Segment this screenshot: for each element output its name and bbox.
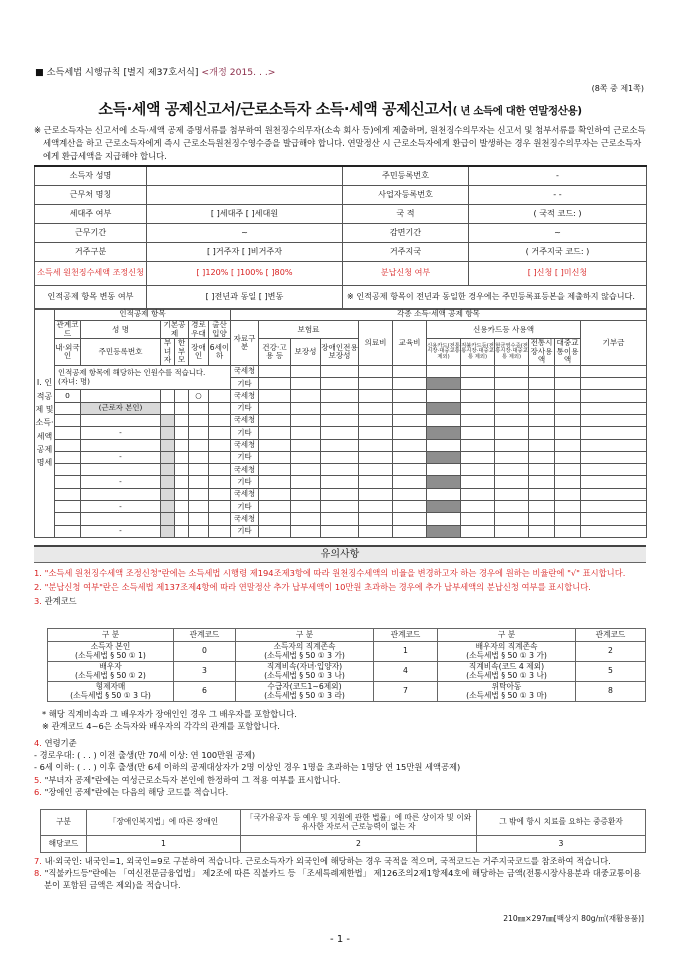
notice-header: 유의사항 — [34, 545, 646, 563]
rel-head: 구 분 — [438, 629, 576, 642]
rel-code: 8 — [576, 682, 646, 702]
workplace-field[interactable] — [147, 185, 343, 204]
source-etc: 기타 — [231, 378, 259, 390]
elder-header: 경로우대 — [189, 321, 209, 339]
residency-label: 거주구분 — [35, 242, 147, 261]
rel-code: 2 — [576, 642, 646, 662]
intro-text: ※ 근로소득자는 신고서에 소득·세액 공제 증명서류를 첨부하여 원천징수의무자(소속 회사 등)에게 제출하며, 원천징수의무자는 신고서 및 첨부서류를 확인하여 근로소득 세액계산을 하고 근로소득자에게 즉시 근로소득원천징수영수증을 발급해야 합니다. 연말정산 시 근로소득자에게 환급이 발생하는 경우 원천징수의무자는 근로소득자에게 환급세액을 지급해야 합니다. — [34, 125, 646, 161]
region-label: 거주지국 — [343, 242, 469, 261]
datatype-header: 자료구분 — [231, 321, 259, 366]
dis-head: 「장애인복지법」에 따른 장애인 — [87, 810, 241, 836]
change-note: ※ 인적공제 항목이 전년과 동일한 경우에는 주민등록표등본을 제출하지 않습니다. — [343, 285, 647, 309]
deduction-detail-table — [34, 308, 647, 538]
rrn-label: 주민등록번호 — [343, 166, 469, 185]
form-title — [0, 101, 680, 119]
period-label: 근무기간 — [35, 223, 147, 242]
personal-header: 인적공제 항목 — [55, 309, 231, 321]
note-8: 8. "직불카드등"란에는 「여신전문금융업법」 제2조에 따른 직불카드 등 「조세특례제한법」 제126조의2제1항제4호에 해당하는 금액(전통시장사용분과 대중교통이용분이 포함된 금액은 제외)을 적습니다. — [34, 868, 641, 891]
rrn-field[interactable]: - — [469, 166, 647, 185]
nationality-label: 국 적 — [343, 204, 469, 223]
disability-code-table — [40, 809, 646, 853]
note-6: 6. "장애인 공제"란에는 다음의 해당 코드를 적습니다. — [34, 786, 229, 797]
rel-head: 구 분 — [48, 629, 174, 642]
dis-head: 「국가유공자 등 예우 및 지원에 관한 법률」에 따른 상이자 및 이와 유사한 자로서 근로능력이 없는 자 — [241, 810, 477, 836]
edu-header: 교육비 — [393, 321, 427, 366]
dis-head: 구분 — [41, 810, 87, 836]
rel-head: 관계코드 — [374, 629, 438, 642]
rel-note-2: ※ 관계코드 4~6은 소득자와 배우자의 각각의 관계를 포함합니다. — [42, 721, 280, 732]
form-reference — [35, 68, 275, 79]
self-relcode[interactable]: 0 — [55, 390, 81, 402]
rel-cell: 직계비속(코드 4 제외) (소득세법 § 50 ① 3 나) — [438, 662, 576, 682]
installment-options[interactable]: [ ]신청 [ ]미신청 — [469, 261, 647, 285]
householder-options[interactable]: [ ]세대주 [ ]세대원 — [147, 204, 343, 223]
title-main: 소득·세액 공제신고서/근로소득자 소득·세액 공제신고서 — [98, 100, 453, 118]
rel-code: 3 — [174, 662, 236, 682]
rel-cell: 위탁아동 (소득세법 § 50 ① 3 마) — [438, 682, 576, 702]
period-field[interactable]: ~ — [147, 223, 343, 242]
rel-head: 관계코드 — [174, 629, 236, 642]
rel-cell: 형제자매 (소득세법 § 50 ① 3 다) — [48, 682, 174, 702]
dis-cell: 1 — [87, 836, 241, 853]
name-label: 소득자 성명 — [35, 166, 147, 185]
card-debit-header: 직불카드등(전통시장·대중교통 제외) — [461, 339, 495, 366]
paper-spec: 210㎜×297㎜[백상지 80g/㎡(재활용품)] — [503, 914, 644, 923]
reduction-label: 감면기간 — [343, 223, 469, 242]
section-label: Ⅰ. 인적공제 및 소득·세액 공제 명세 — [35, 309, 55, 538]
change-options[interactable]: [ ]전년과 동일 [ ]변동 — [147, 285, 343, 309]
basic-header: 기본공제 — [161, 321, 189, 339]
rel-code: 6 — [174, 682, 236, 702]
rel-head: 구 분 — [236, 629, 374, 642]
health-header: 건강·고용 등 — [259, 339, 291, 366]
notice-list-3 — [34, 855, 646, 892]
woman-header: 부녀자 — [161, 339, 175, 366]
page-count: (8쪽 중 제1쪽) — [591, 84, 644, 93]
single-header: 한부모 — [175, 339, 189, 366]
taxpayer-info-table — [34, 165, 647, 310]
source-etc: 기타 — [231, 476, 259, 488]
note-5: 5. "부녀자 공제"란에는 여성근로소득자 본인에 한정하여 그 적용 여부를 표시합니다. — [34, 774, 341, 785]
change-label: 인적공제 항목 변동 여부 — [35, 285, 147, 309]
rel-code: 0 — [174, 642, 236, 662]
source-etc: 기타 — [231, 525, 259, 537]
source-nts: 국세청 — [231, 513, 259, 525]
rrn-cell[interactable]: - — [81, 476, 161, 488]
relation-notes — [42, 708, 642, 732]
rel-code: 4 — [374, 662, 438, 682]
source-nts: 국세청 — [231, 439, 259, 451]
rel-note-1: * 해당 직계비속과 그 배우자가 장애인인 경우 그 배우자를 포함합니다. — [42, 709, 297, 719]
each-header: 각종 소득·세액 공제 항목 — [231, 309, 647, 321]
rel-cell: 배우자의 직계존속 (소득세법 § 50 ① 3 가) — [438, 642, 576, 662]
dis-head: 그 밖에 항시 치료를 요하는 중증환자 — [477, 810, 646, 836]
rrn-cell[interactable]: - — [81, 501, 161, 513]
total-note: 인적공제 항목에 해당하는 인원수를 적습니다. (자녀: 명) — [55, 365, 231, 390]
source-nts: 국세청 — [231, 464, 259, 476]
rrn-cell[interactable]: - — [81, 525, 161, 537]
region-code[interactable]: ( 거주지국 코드: ) — [469, 242, 647, 261]
card-credit-header: 신용카드(전통시장·대중교통 제외) — [427, 339, 461, 366]
dis-cell: 해당코드 — [41, 836, 87, 853]
intro-note — [34, 124, 646, 163]
disabled-header: 장애인 — [189, 339, 209, 366]
rel-code: 7 — [374, 682, 438, 702]
medical-header: 의료비 — [359, 321, 393, 366]
notice-list — [34, 567, 646, 608]
reduction-field[interactable]: ~ — [469, 223, 647, 242]
source-etc: 기타 — [231, 427, 259, 439]
ins-header: 보장성 — [291, 339, 321, 366]
card-market-header: 전통시장사용액 — [530, 338, 553, 365]
donation-header: 기부금 — [581, 321, 647, 366]
withhold-options[interactable]: [ ]120% [ ]100% [ ]80% — [147, 261, 343, 285]
bizno-label: 사업자등록번호 — [343, 185, 469, 204]
title-sub: ( 년 소득에 대한 연말정산용) — [452, 105, 582, 117]
rel-cell: 소득자의 직계존속 (소득세법 § 50 ① 3 가) — [236, 642, 374, 662]
nationality-code[interactable]: ( 국적 코드: ) — [469, 204, 647, 223]
workplace-label: 근무처 명칭 — [35, 185, 147, 204]
rel-cell: 직계비속(자녀·입양자) (소득세법 § 50 ① 3 나) — [236, 662, 374, 682]
note-4b: - 6세 이하: ( . . ) 이후 출생(만 6세 이하의 공제대상자가 2명 이상인 경우 1명을 초과하는 1명당 연 15만원 세액공제) — [34, 762, 461, 773]
rrn-header: 주민등록번호 — [81, 339, 161, 366]
source-nts: 국세청 — [231, 414, 259, 426]
self-label: (근로자 본인) — [81, 402, 161, 414]
note-4: 4. 연령기준 — [34, 738, 77, 748]
withhold-label: 소득세 원천징수세액 조정신청 — [35, 261, 147, 285]
self-elder[interactable]: ○ — [189, 390, 209, 402]
relation-code-table — [47, 628, 646, 702]
householder-label: 세대주 여부 — [35, 204, 147, 223]
card-transit-header: 대중교통이용액 — [556, 338, 579, 365]
law-reference: ■ 소득세법 시행규칙 [별지 제37호서식] — [35, 67, 199, 78]
relcode-header: 관계코드 — [56, 320, 79, 338]
card-header: 신용카드등 사용액 — [427, 321, 581, 339]
rel-code: 5 — [576, 662, 646, 682]
rrn-cell[interactable]: - — [81, 451, 161, 463]
foreign-header: 내·외국인 — [55, 339, 81, 366]
source-etc: 기타 — [231, 451, 259, 463]
disins-header: 장애인전용보장성 — [321, 339, 359, 366]
source-etc: 기타 — [231, 501, 259, 513]
note-2: 2. "분납신청 여부"란은 소득세법 제137조제4항에 따라 연말정산 추가 납부세액이 10만원 초과하는 경우에 추가 납부세액의 분납신청 여부를 표시합니다. — [34, 582, 591, 593]
dis-cell: 2 — [241, 836, 477, 853]
rel-head: 관계코드 — [576, 629, 646, 642]
source-nts: 국세청 — [231, 488, 259, 500]
note-7: 7. 내·외국인: 내국인=1, 외국인=9로 구분하여 적습니다. 근로소득자가 외국인에 해당하는 경우 국적을 적으며, 국적코드는 거주지국코드를 참조하여 적습니다. — [34, 856, 611, 866]
rrn-cell[interactable]: - — [81, 427, 161, 439]
card-cash-header: 현금영수증(전통시장·대중교통 제외) — [495, 339, 529, 366]
source-nts: 국세청 — [231, 365, 259, 377]
child-header: 6세이하 — [209, 339, 231, 366]
revision-date: <개정 2015. . .> — [201, 67, 276, 78]
note-1: 1. "소득세 원천징수세액 조정신청"란에는 소득세법 시행령 제194조제3항에 따라 원천징수세액의 비율을 변경하고자 하는 경우에 원하는 비율란에 "√" 표시합니다. — [34, 568, 626, 578]
source-nts: 국세청 — [231, 390, 259, 402]
page-number: - 1 - — [330, 934, 350, 945]
rel-cell: 수급자(코드1~6제외) (소득세법 § 50 ① 3 라) — [236, 682, 374, 702]
name-header: 성 명 — [81, 321, 161, 339]
rel-code: 1 — [374, 642, 438, 662]
notice-list-2 — [34, 737, 646, 798]
name-field[interactable] — [147, 166, 343, 185]
note-4a: - 경로우대: ( . . ) 이전 출생(만 70세 이상: 연 100만원 공제) — [34, 750, 256, 761]
rel-cell: 배우자 (소득세법 § 50 ① 2) — [48, 662, 174, 682]
rel-cell: 소득자 본인 (소득세법 § 50 ① 1) — [48, 642, 174, 662]
residency-options[interactable]: [ ]거주자 [ ]비거주자 — [147, 242, 343, 261]
birth-header: 출산입양 — [209, 321, 231, 339]
installment-label: 분납신청 여부 — [343, 261, 469, 285]
source-etc: 기타 — [231, 402, 259, 414]
insurance-header: 보험료 — [259, 321, 359, 339]
dis-cell: 3 — [477, 836, 646, 853]
note-3: 3. 관계코드 — [34, 596, 77, 607]
bizno-field[interactable]: - - — [469, 185, 647, 204]
